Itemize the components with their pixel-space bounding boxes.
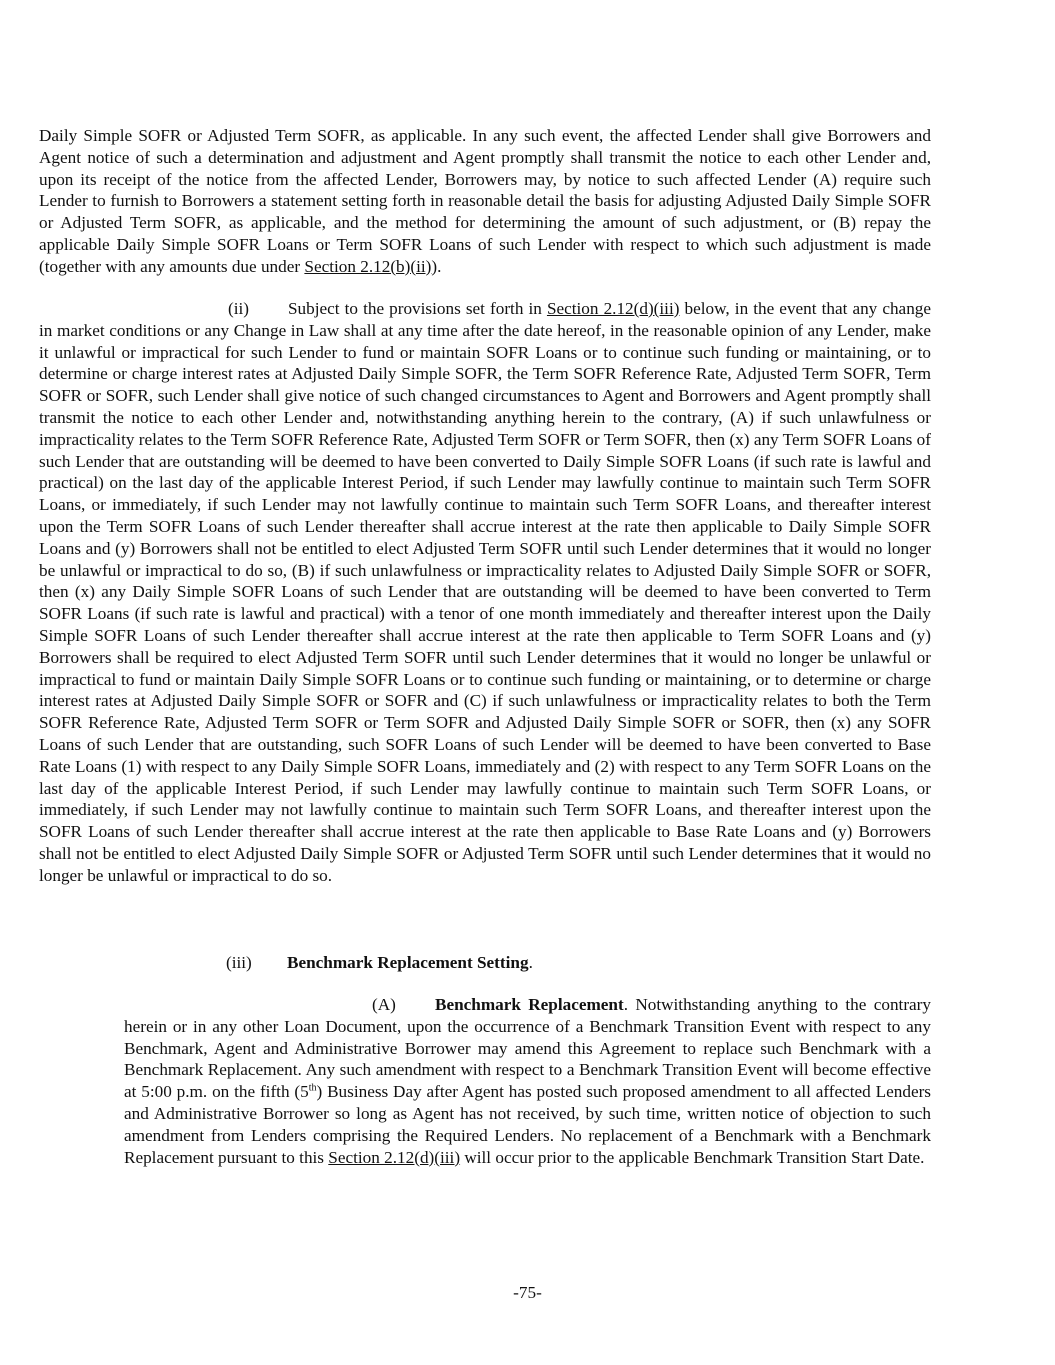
- clause-number: (iii): [226, 953, 252, 972]
- paragraph-ii-unlawfulness: [39, 298, 931, 887]
- heading-title: Benchmark Replacement Setting: [287, 953, 529, 972]
- paragraph-adjustment-notice: [39, 125, 931, 278]
- section-reference-link[interactable]: Section 2.12(d)(iii): [546, 299, 680, 318]
- paragraph-text: ).: [431, 256, 442, 276]
- paragraph-a-benchmark-replacement: [124, 994, 931, 1168]
- clause-number: (ii): [228, 299, 249, 318]
- paragraph-text: ) Business Day after Agent has posted such proposed amendment to all affected Lenders and Administrative Borrower so long as Agent has not received, by such time, written notice of objection to such amendment from Lenders comprising the Required Lenders. No replacement of a Benchmark with a Benchmark Replacement pursuant to this: [124, 1082, 931, 1167]
- page-number: -75-: [513, 1283, 542, 1302]
- clause-number: (A): [372, 995, 396, 1014]
- section-reference-link[interactable]: Section 2.12(d)(iii): [328, 1147, 461, 1167]
- paragraph-text: Daily Simple SOFR or Adjusted Term SOFR, as applicable. In any such event, the affected Lender shall give Borrowers and Agent notice of such a determination and adjustment and Agent promptly shall transmit the notice to each other Lender and, upon its receipt of the notice from the affected Lender, Borrowers may, by notice to such affected Lender (A) require such Lender to furnish to Borrowers a statement setting forth in reasonable detail the basis for adjusting Adjusted Daily Simple SOFR or Adjusted Term SOFR, as applicable, and the method for determining the amount of such adjustment, or (B) repay the applicable Daily Simple SOFR Loans or Term SOFR Loans of such Lender with respect to which such adjustment is made (together with any amounts due under: [39, 126, 931, 276]
- heading-iii-benchmark-replacement-setting: [226, 952, 533, 974]
- paragraph-text: will occur prior to the applicable Benchmark Transition Start Date.: [460, 1147, 925, 1167]
- paragraph-text: . Notwithstanding anything to the contrary herein or in any other Loan Document, upon the occurrence of a Benchmark Transition Event with respect to any Benchmark, Agent and Administrative Borrower may amend this Agreement to replace such Benchmark with a Benchmark Replacement. Any such amendment with respect to a Benchmark Transition Event will become effective at 5:00 p.m. on the fifth (5: [124, 995, 931, 1102]
- paragraph-text: Subject to the provisions set forth in: [288, 299, 547, 318]
- heading-period: .: [528, 953, 533, 972]
- section-reference-link[interactable]: Section 2.12(b)(ii): [304, 256, 432, 276]
- clause-title: Benchmark Replacement: [435, 995, 624, 1014]
- paragraph-text: below, in the event that any change in market conditions or any Change in Law shall at any time after the date hereof, in the reasonable opinion of any Lender, make it unlawful or impractical for such Lender to fund or maintain SOFR Loans or to continue such funding or maintaining, or to determine or charge interest rates at Adjusted Daily Simple SOFR, the Term SOFR Reference Rate, Adjusted Term SOFR, Term SOFR or SOFR, such Lender shall give notice of such changed circumstances to Agent and Borrowers and Agent promptly shall transmit the notice to each other Lender and, notwithstanding anything herein to the contrary, (A) if such unlawfulness or impracticality relates to the Term SOFR Reference Rate, Adjusted Term SOFR or Term SOFR, then (x) any Term SOFR Loans of such Lender that are outstanding will be deemed to have been converted to Daily Simple SOFR Loans (if such rate is lawful and practical) on the last day of the applicable Interest Period, if such Lender may lawfully continue to maintain such Term SOFR Loans, or immediately, if such Lender may not lawfully continue to maintain such Term SOFR Loans, and thereafter interest upon the Term SOFR Loans of such Lender thereafter shall accrue interest at the rate then applicable to Daily Simple SOFR Loans and (y) Borrowers shall not be entitled to elect Adjusted Term SOFR until such Lender determines that it would no longer be unlawful or impractical to do so, (B) if such unlawfulness or impracticality relates to Adjusted Daily Simple SOFR or SOFR, then (x) any Daily Simple SOFR Loans of such Lender that are outstanding will be deemed to have been converted to Term SOFR Loans (if such rate is lawful and practical) with a tenor of one month immediately and thereafter interest upon the Daily Simple SOFR Loans of such Lender thereafter shall accrue interest at the rate then applicable to Term SOFR Loans and (y) Borrowers shall be required to elect Adjusted Term SOFR until such Lender determines that it would no longer be unlawful or impractical to fund or maintain Daily Simple SOFR Loans or to continue such funding or maintaining, or to determine or charge interest rates at Adjusted Daily Simple SOFR or SOFR and (C) if such unlawfulness or impracticality relates to both the Term SOFR Reference Rate, Adjusted Term SOFR or Term SOFR and Adjusted Daily Simple SOFR or SOFR, then (x) any SOFR Loans of such Lender that are outstanding, such SOFR Loans of such Lender will be deemed to have been converted to Base Rate Loans (1) with respect to any Daily Simple SOFR Loans, immediately and (2) with respect to any Term SOFR Loans on the last day of the applicable Interest Period, if such Lender may lawfully continue to maintain such Term SOFR Loans, or immediately, if such Lender may not lawfully continue to maintain such Term SOFR Loans, and thereafter interest upon the SOFR Loans of such Lender thereafter shall accrue interest at the rate then applicable to Base Rate Loans and (y) Borrowers shall not be entitled to elect Adjusted Daily Simple SOFR or Adjusted Term SOFR until such Lender determines that it would no longer be unlawful or impractical to do so.: [39, 299, 932, 885]
- ordinal-superscript: th: [308, 1082, 317, 1094]
